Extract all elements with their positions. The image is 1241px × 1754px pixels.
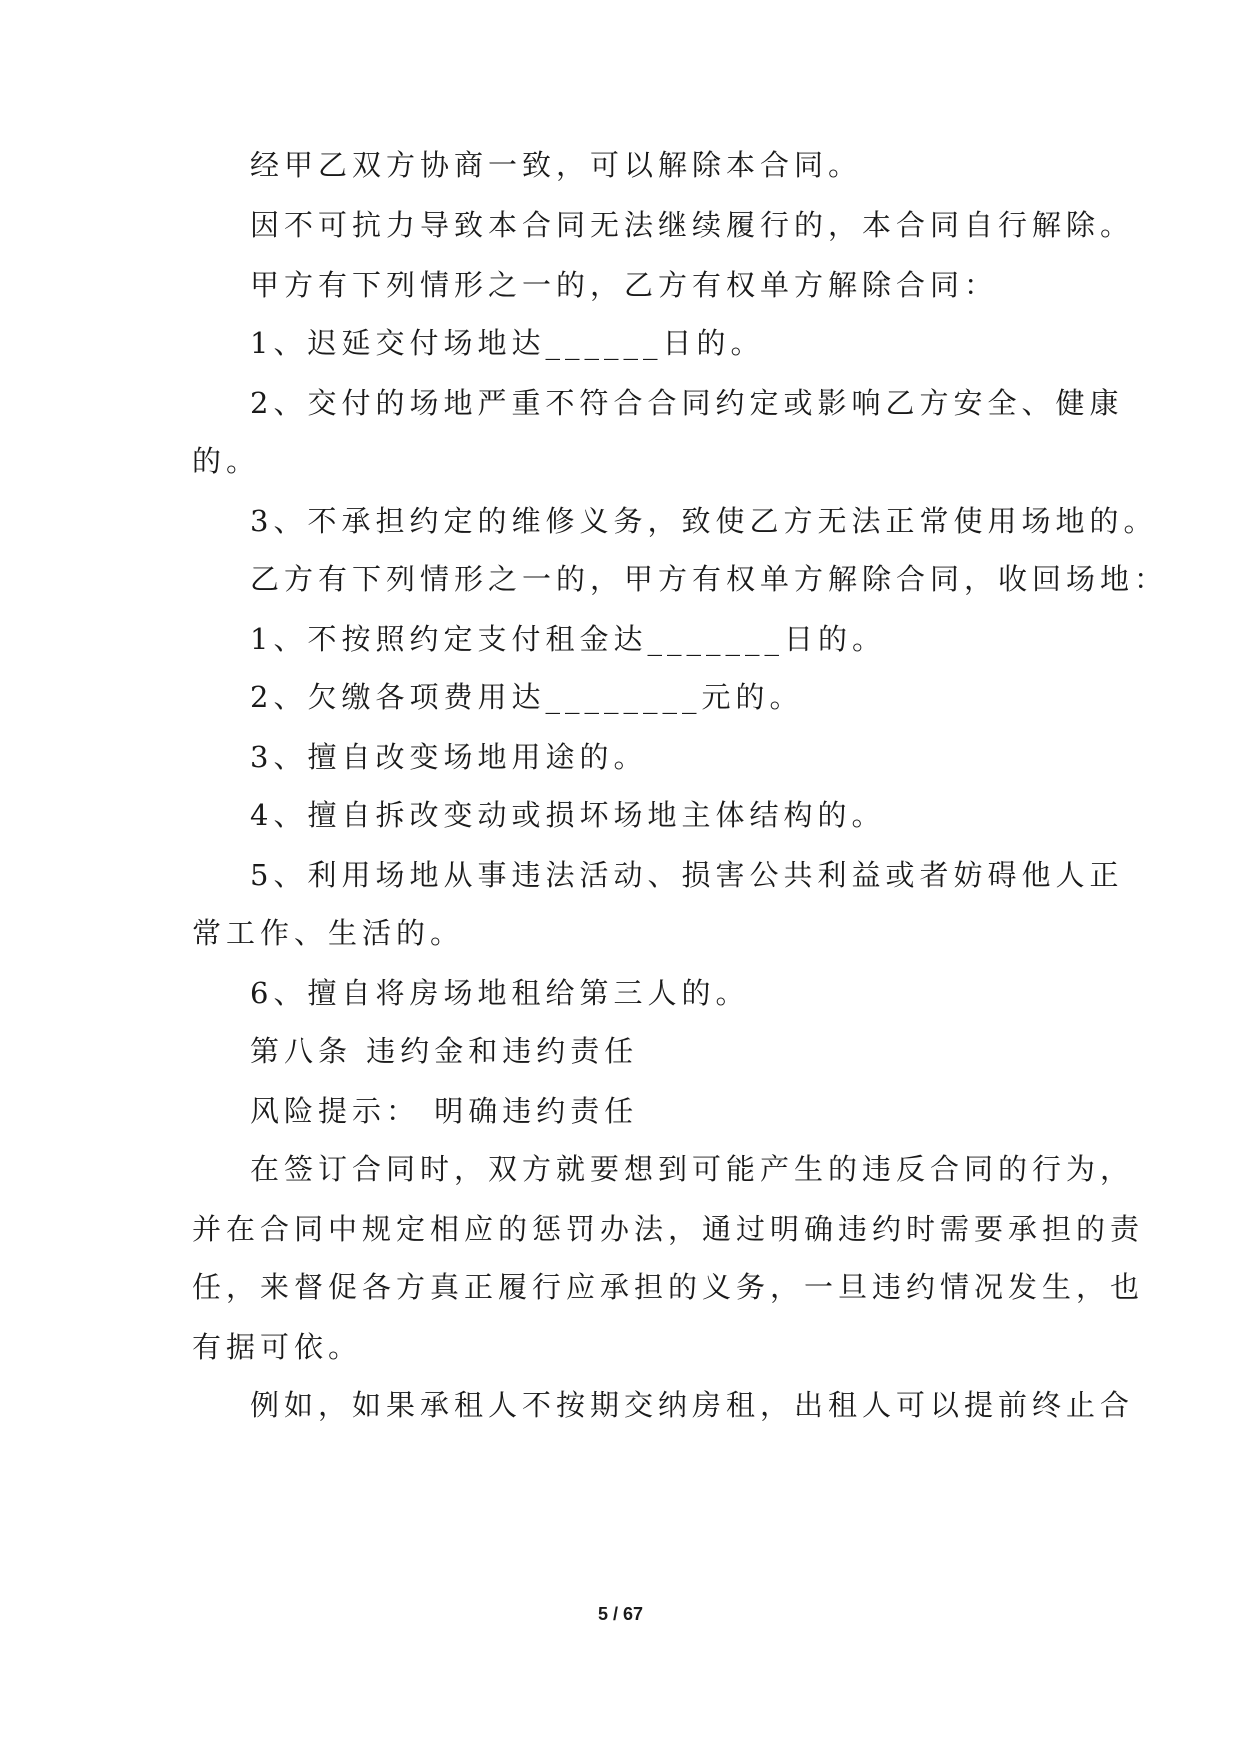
text-line: 因不可抗力导致本合同无法继续履行的，本合同自行解除。: [250, 208, 1135, 242]
text-line: 经甲乙双方协商一致，可以解除本合同。: [250, 148, 863, 182]
text-line: 6、擅自将房场地租给第三人的。: [250, 976, 750, 1010]
page-number: 5 / 67: [597, 1604, 644, 1624]
text-line: 2、欠缴各项费用达________元的。: [250, 680, 804, 714]
text-line: 3、不承担约定的维修义务，致使乙方无法正常使用场地的。: [250, 504, 1158, 538]
text-line: 有据可依。: [192, 1330, 363, 1364]
text-line: 例如，如果承租人不按期交纳房租，出租人可以提前终止合: [250, 1388, 1135, 1422]
text-line: 3、擅自改变场地用途的。: [250, 740, 648, 774]
text-line: 5、利用场地从事违法活动、损害公共利益或者妨碍他人正: [250, 858, 1124, 892]
text-line: 乙方有下列情形之一的，甲方有权单方解除合同，收回场地：: [250, 562, 1169, 596]
text-line: 2、交付的场地严重不符合合同约定或影响乙方安全、健康: [250, 386, 1124, 420]
text-line: 并在合同中规定相应的惩罚办法，通过明确违约时需要承担的责: [192, 1212, 1145, 1246]
text-line: 4、擅自拆改变动或损坏场地主体结构的。: [250, 798, 886, 832]
text-line: 1、迟延交付场地达______日的。: [250, 326, 765, 360]
risk-tip: 风险提示： 明确违约责任: [250, 1094, 639, 1128]
text-line: 常工作、生活的。: [192, 916, 465, 950]
text-line: 的。: [192, 444, 261, 478]
text-line: 任，来督促各方真正履行应承担的义务，一旦违约情况发生，也: [192, 1270, 1145, 1304]
text-line: 甲方有下列情形之一的，乙方有权单方解除合同：: [250, 268, 999, 302]
text-line: 1、不按照约定支付租金达_______日的。: [250, 622, 886, 656]
text-line: 在签订合同时，双方就要想到可能产生的违反合同的行为，: [250, 1152, 1135, 1186]
section-heading: 第八条 违约金和违约责任: [250, 1034, 639, 1068]
